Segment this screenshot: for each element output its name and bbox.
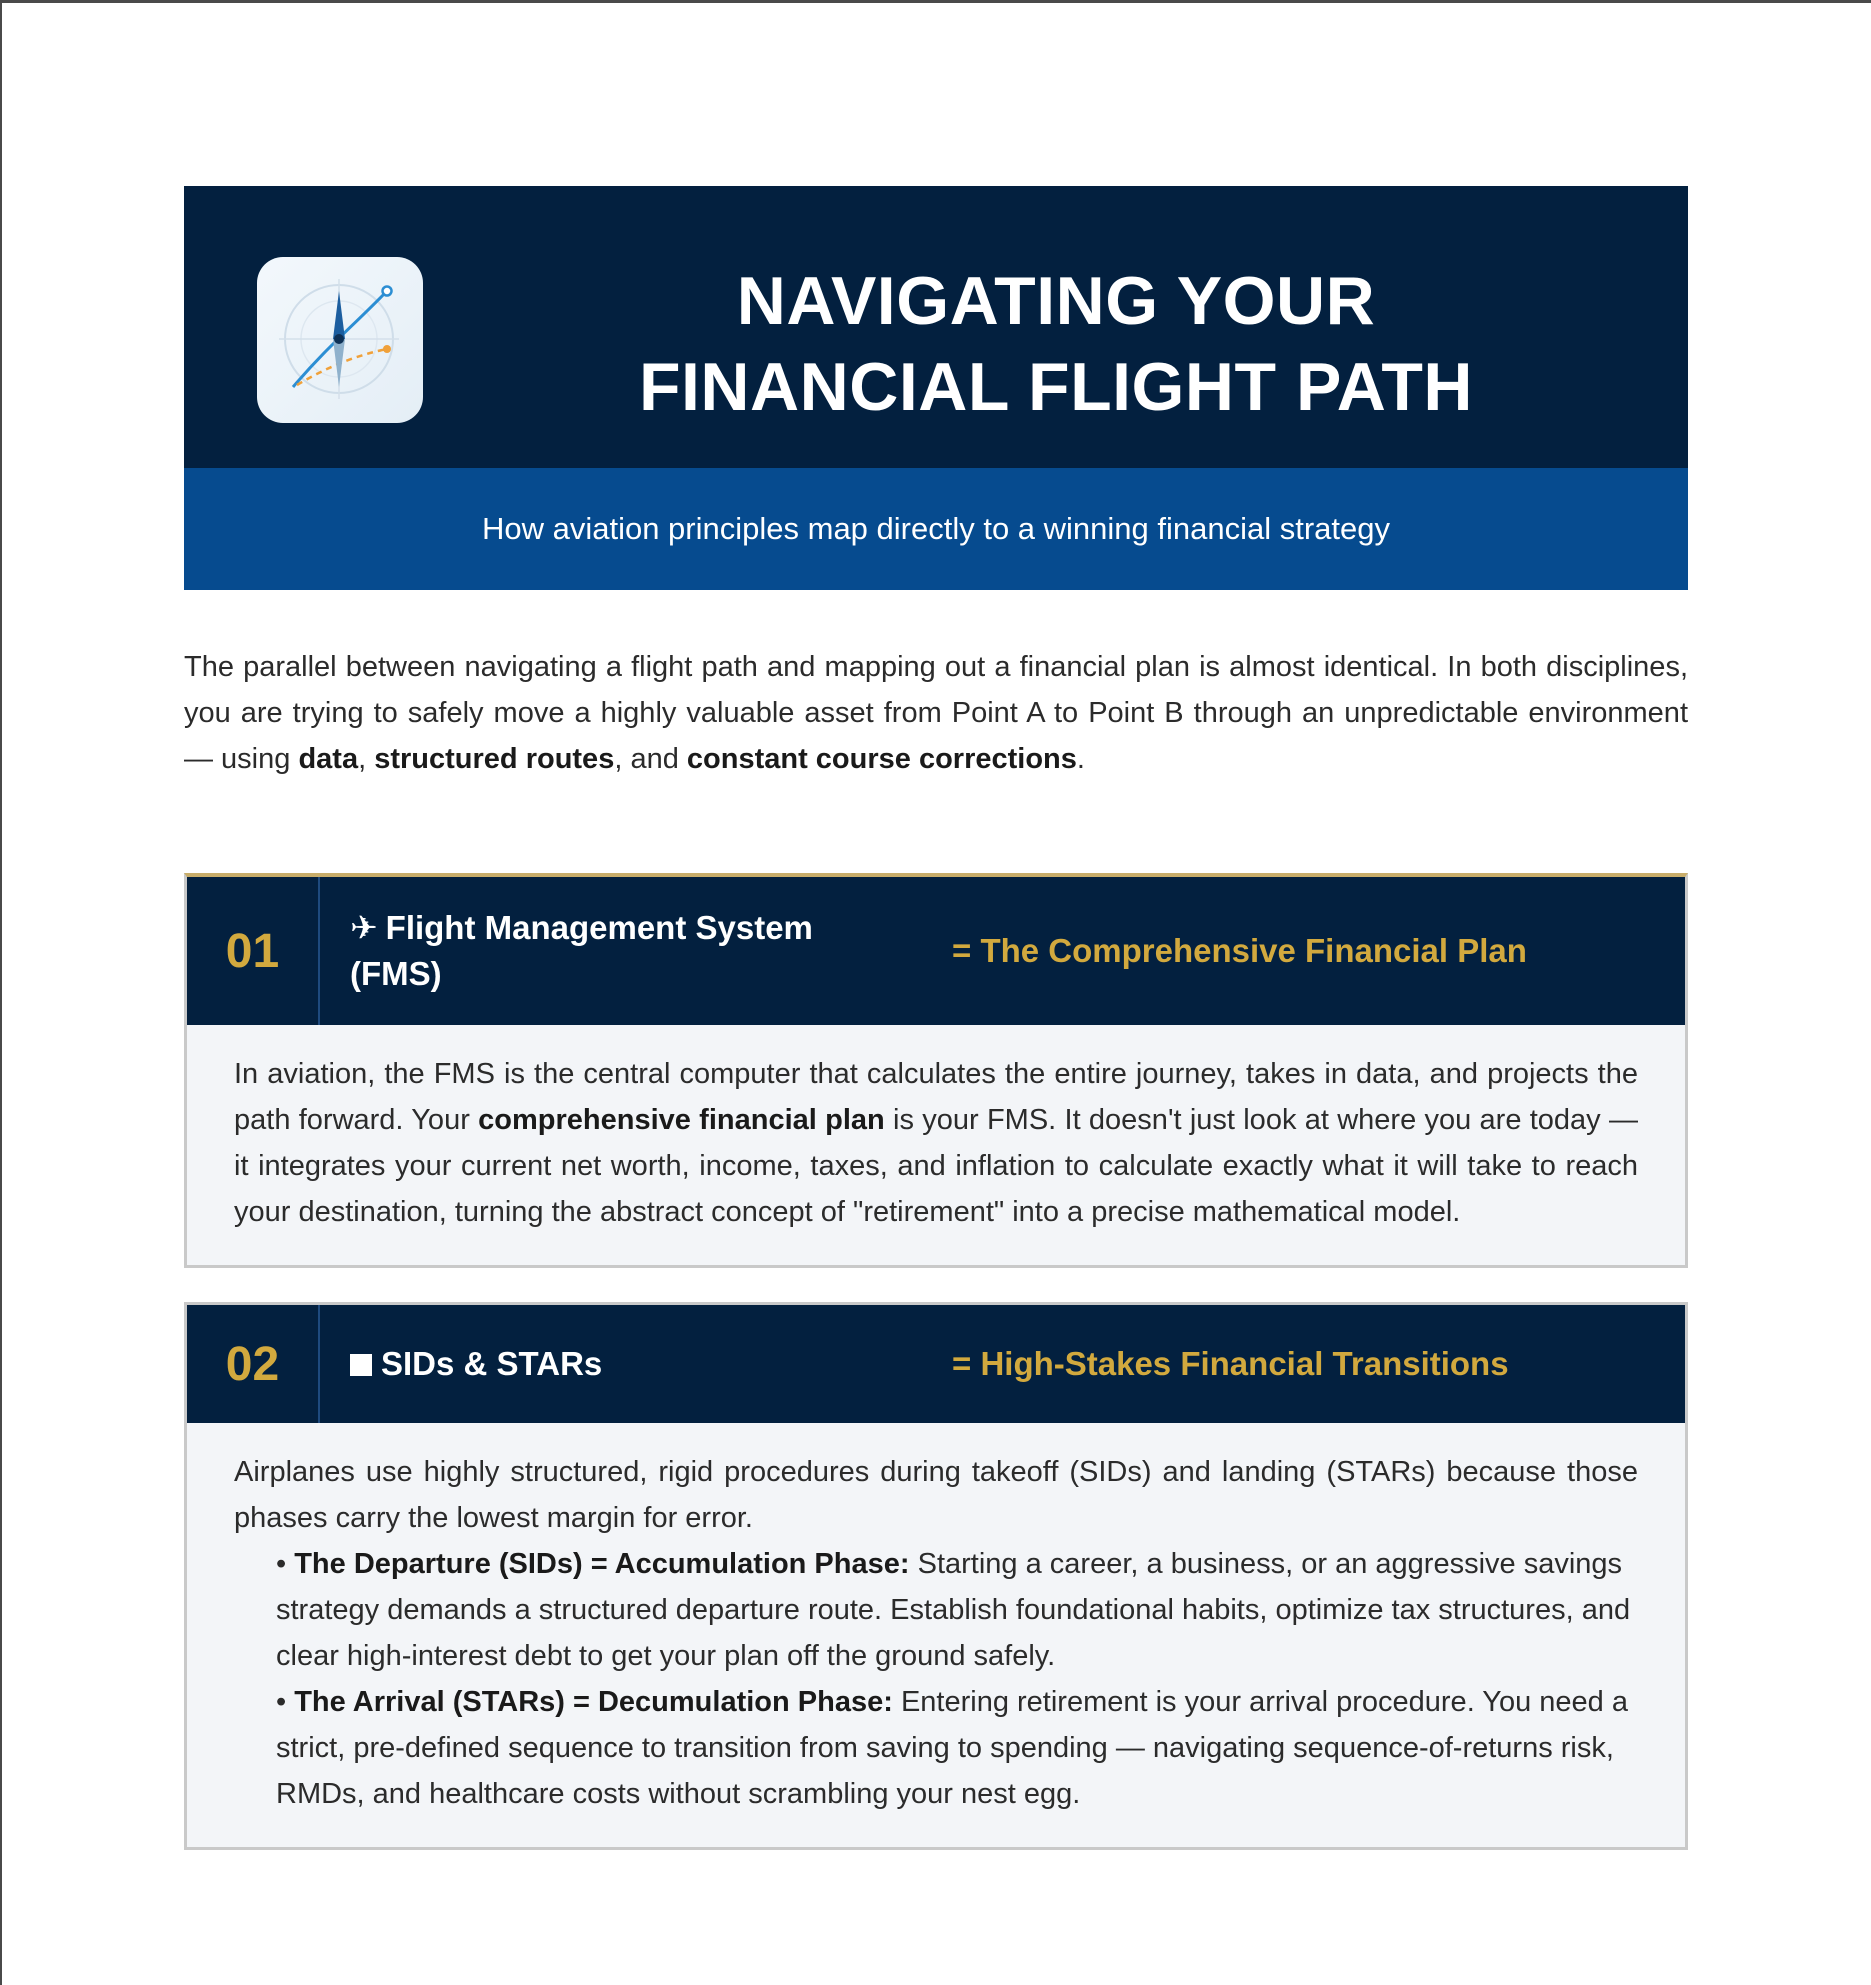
- section-number: 02: [187, 1305, 320, 1423]
- hero-header: [184, 186, 1688, 468]
- intro-end: .: [1076, 743, 1085, 775]
- section-title: [350, 905, 830, 997]
- section-lead: Airplanes use highly structured, rigid procedures during takeoff (SIDs) and landing (STARs) because those phases carry the lowest margin for error.: [234, 1456, 1638, 1534]
- page-subtitle: How aviation principles map directly to a winning financial strategy: [481, 511, 1391, 546]
- section-title-text: Flight Management System (FMS): [350, 909, 813, 992]
- intro-separator: ,: [358, 743, 375, 775]
- page-title-line2: FINANCIAL FLIGHT PATH: [639, 349, 1473, 425]
- square-icon: [350, 1354, 372, 1376]
- list-item: [276, 1679, 1638, 1817]
- subtitle-bar: [184, 468, 1688, 590]
- intro-paragraph: [184, 644, 1688, 782]
- list-item: [276, 1541, 1638, 1679]
- section-body: [187, 1423, 1685, 1847]
- page-title-line1: NAVIGATING YOUR: [736, 263, 1376, 339]
- page-frame-top: [0, 0, 1871, 3]
- airplane-icon: ✈: [350, 909, 378, 946]
- section-card-sids-stars: [184, 1302, 1688, 1850]
- intro-text: The parallel between navigating a flight path and mapping out a financial plan is almost identical. In both disciplines, you are trying to safely move a highly valuable asset from Point A to Point B through an unpredictable environment — using: [184, 651, 1688, 775]
- bullet-text: Starting a career, a business, or an aggressive savings strategy demands a structured departure route. Establish foundational habits, optimize tax structures, and clear high-interest debt to get your plan off the ground safely.: [276, 1548, 1631, 1672]
- page-frame-left: [0, 0, 2, 1985]
- section-body-text: In aviation, the FMS is the central computer that calculates the entire journey, takes in data, and projects the path forward. Your: [234, 1058, 1638, 1136]
- intro-bold-data: data: [298, 743, 359, 775]
- intro-bold-corrections: constant course corrections: [686, 743, 1077, 775]
- section-title: [350, 1341, 830, 1387]
- bullet-text: Entering retirement is your arrival procedure. You need a strict, pre-defined sequence to transition from saving to spending — navigating sequence-of-returns risk, RMDs, and healthcare costs without scrambling your nest egg.: [276, 1686, 1628, 1810]
- section-equivalent: = The Comprehensive Financial Plan: [952, 932, 1527, 969]
- section-number: 01: [187, 877, 320, 1025]
- section-equivalent: = High-Stakes Financial Transitions: [952, 1345, 1509, 1382]
- bullet-label: The Arrival (STARs) = Decumulation Phase:: [294, 1686, 893, 1718]
- section-header: [187, 877, 1685, 1025]
- section-card-fms: [184, 873, 1688, 1268]
- intro-separator: , and: [614, 743, 687, 775]
- bullet-label: The Departure (SIDs) = Accumulation Phase:: [294, 1548, 910, 1580]
- bullet-marker: •: [276, 1686, 287, 1718]
- compass-flight-path-icon: [257, 257, 423, 423]
- document-page: [184, 186, 1688, 1850]
- bullet-marker: •: [276, 1548, 287, 1580]
- page-title: [484, 258, 1628, 430]
- section-body: [187, 1025, 1685, 1265]
- intro-bold-routes: structured routes: [374, 743, 615, 775]
- section-title-text: SIDs & STARs: [381, 1345, 603, 1382]
- section-header: [187, 1305, 1685, 1423]
- section-body-text: is your FMS. It doesn't just look at where you are today — it integrates your current net worth, income, taxes, and inflation to calculate exactly what it will take to reach your destination, turning the abstract concept of "retirement" into a precise mathematical model.: [234, 1104, 1638, 1228]
- section-body-bold: comprehensive financial plan: [478, 1104, 885, 1136]
